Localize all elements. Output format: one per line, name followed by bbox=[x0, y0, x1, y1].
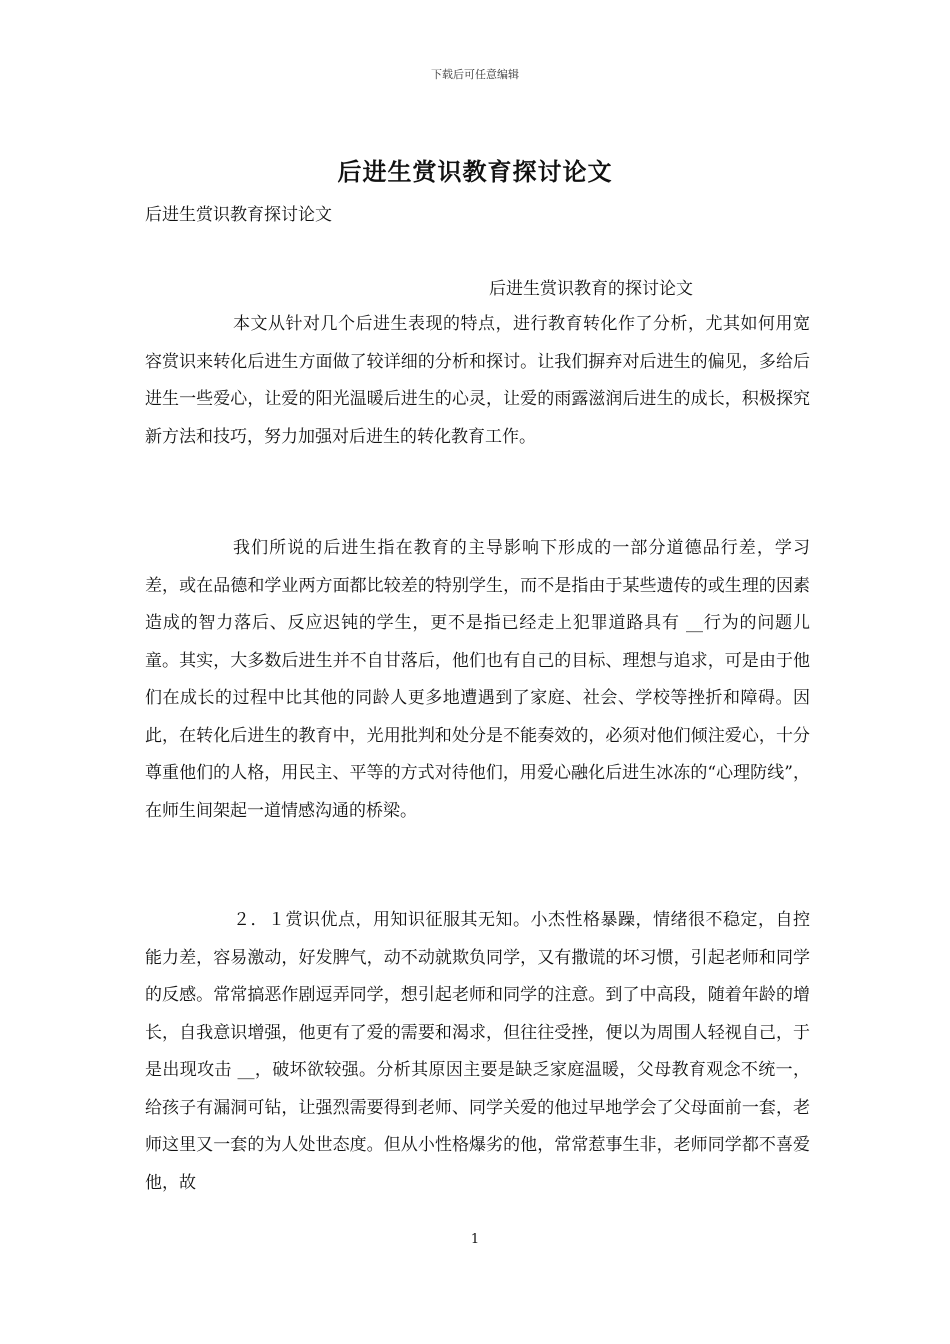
paragraph-definition: 我们所说的后进生指在教育的主导影响下形成的一部分道德品行差，学习差，或在品德和学业两方面都比较差的特别学生，而不是指由于某些遗传的或生理的因素造成的智力落后、反应迟钝的学生，更不是指已经走上犯罪道路具有 __行为的问题儿童。其实，大多数后进生并不自甘落后，他们也有自己的目标、理想与追求，可是由于他们在成长的过程中比其他的同龄人更多地遭遇到了家庭、社会、学校等挫折和障碍。因此，在转化后进生的教育中，光用批判和处分是不能奏效的，必须对他们倾注爱心，十分尊重他们的人格，用民主、平等的方式对待他们，用爱心融化后进生冰冻的“心理防线”，在师生间架起一道情感沟通的桥梁。 bbox=[145, 538, 810, 821]
document-subtitle: 后进生赏识教育探讨论文 bbox=[145, 205, 332, 225]
page-number: 1 bbox=[470, 1232, 480, 1247]
paragraph-section-2-1: ２．１赏识优点，用知识征服其无知。小杰性格暴躁，情绪很不稳定，自控能力差，容易激动，好发脾气，动不动就欺负同学，又有撒谎的坏习惯，引起老师和同学的反感。常常搞恶作剧逗弄同学，想引起老师和同学的注意。到了中高段，随着年龄的增长，自我意识增强，他更有了爱的需要和渴求，但往往受挫，便以为周围人轻视自己，于是出现攻击 __，破坏欲较强。分析其原因主要是缺乏家庭温暖，父母教育观念不统一，给孩子有漏洞可钻，让强烈需要得到老师、同学关爱的他过早地学会了父母面前一套，老师这里又一套的为人处世态度。但从小性格爆劣的他，常常惹事生非，老师同学都不喜爱他，故 bbox=[145, 910, 810, 1193]
document-title: 后进生赏识教育探讨论文 bbox=[337, 157, 613, 186]
header-note: 下载后可任意编辑 bbox=[431, 68, 519, 81]
paragraph-abstract: 本文从针对几个后进生表现的特点，进行教育转化作了分析，尤其如何用宽容赏识来转化后进生方面做了较详细的分析和探讨。让我们摒弃对后进生的偏见，多给后进生一些爱心，让爱的阳光温暖后进生的心灵，让爱的雨露滋润后进生的成长，积极探究新方法和技巧，努力加强对后进生的转化教育工作。 bbox=[145, 314, 810, 447]
section-title: 后进生赏识教育的探讨论文 bbox=[489, 279, 693, 299]
